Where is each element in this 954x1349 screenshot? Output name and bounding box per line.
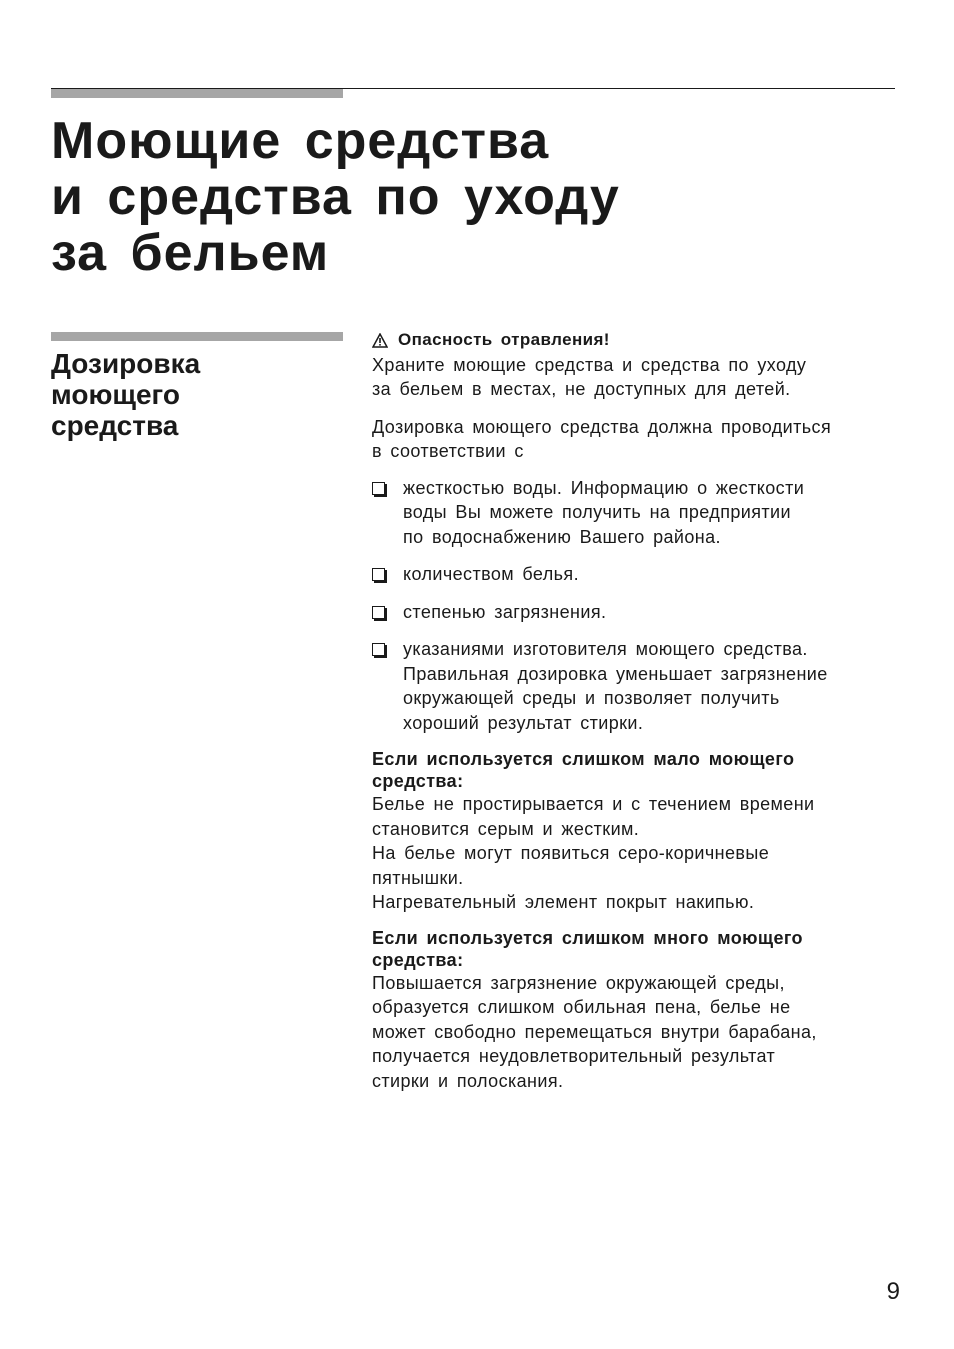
checkbox-icon <box>372 643 385 656</box>
list-item-line: Правильная дозировка уменьшает загрязнение <box>403 663 828 684</box>
list-item-line: по водоснабжению Вашего района. <box>403 526 721 547</box>
checkbox-icon <box>372 606 385 619</box>
section-title <box>51 348 341 441</box>
too-little-line: Нагревательный элемент покрыт накипью. <box>372 892 755 912</box>
section-title-line: Дозировка <box>51 348 201 379</box>
list-item-text <box>403 562 902 587</box>
list-item <box>372 476 902 550</box>
list-item-text <box>403 476 902 550</box>
list-item-text <box>403 600 902 625</box>
list-item-line: жесткостью воды. Информацию о жесткости <box>403 477 805 498</box>
intro-paragraph <box>372 415 902 464</box>
too-much-heading-line: средства: <box>372 949 464 970</box>
warning-heading-text: Опасность отравления! <box>398 330 610 349</box>
list-item <box>372 600 902 625</box>
too-much-line: стирки и полоскания. <box>372 1070 564 1091</box>
too-much-detergent-block <box>372 927 902 1094</box>
checkbox-icon <box>372 568 385 581</box>
too-much-line: может свободно перемещаться внутри барабана, <box>372 1021 817 1042</box>
too-little-heading <box>372 748 902 792</box>
list-item-line: окружающей среды и позволяет получить <box>403 688 780 708</box>
list-item-line: воды Вы можете получить на предприятии <box>403 502 791 522</box>
too-little-line: пятнышки. <box>372 867 464 888</box>
too-much-text <box>372 971 902 1094</box>
main-content <box>372 328 902 1093</box>
page-number: 9 <box>886 1278 900 1305</box>
too-much-line: образуется слишком обильная пена, белье не <box>372 997 791 1017</box>
too-little-line: становится серым и жестким. <box>372 818 640 839</box>
list-item-line: степенью загрязнения. <box>403 601 607 622</box>
too-little-heading-line: средства: <box>372 771 464 791</box>
warning-line: Храните моющие средства и средства по уходу <box>372 354 807 375</box>
too-little-heading-line: Если используется слишком мало моющего <box>372 749 795 769</box>
too-little-text <box>372 792 902 915</box>
intro-line: в соответствии с <box>372 441 524 461</box>
section-title-line: средства <box>51 410 179 441</box>
warning-line: за бельем в местах, не доступных для детей. <box>372 379 791 399</box>
warning-text <box>372 353 902 402</box>
section-accent-bar <box>51 332 343 341</box>
list-item-line: хороший результат стирки. <box>403 712 644 733</box>
intro-line: Дозировка моющего средства должна проводиться <box>372 416 832 437</box>
list-item <box>372 562 902 587</box>
too-much-heading <box>372 927 902 971</box>
warning-heading <box>372 328 902 353</box>
warning-block <box>372 328 902 402</box>
list-item-line: указаниями изготовителя моющего средства. <box>403 639 808 659</box>
page-title-line: Моющие средства <box>51 112 550 170</box>
page-title <box>51 113 891 281</box>
too-little-line: Белье не простирывается и с течением времени <box>372 794 815 814</box>
too-little-line: На белье могут появиться серо-коричневые <box>372 843 770 863</box>
too-much-line: Повышается загрязнение окружающей среды, <box>372 972 785 993</box>
too-little-detergent-block <box>372 748 902 915</box>
page-title-line: за бельем <box>51 224 330 282</box>
warning-triangle-icon <box>372 333 388 348</box>
list-item-text <box>403 637 902 735</box>
page-title-line: и средства по уходу <box>51 168 620 226</box>
header-accent-bar <box>51 89 343 98</box>
dosage-factors-list <box>372 476 902 736</box>
too-much-heading-line: Если используется слишком много моющего <box>372 927 803 948</box>
list-item <box>372 637 902 735</box>
too-much-line: получается неудовлетворительный результат <box>372 1046 776 1066</box>
list-item-line: количеством белья. <box>403 564 579 584</box>
checkbox-icon <box>372 482 385 495</box>
section-title-line: моющего <box>51 379 180 410</box>
